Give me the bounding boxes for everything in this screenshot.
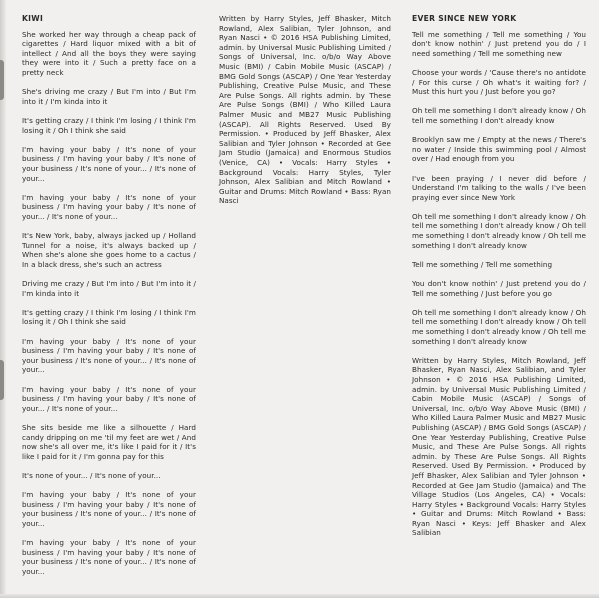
page-bottom-edge — [0, 594, 599, 598]
lyric-paragraph: I'm having your baby / It's none of your business / I'm having your baby / It's none of your business / It's none of your... / It's none of your... — [22, 490, 196, 528]
page-edge-notch — [0, 360, 4, 400]
ever-since-new-york-verses — [412, 30, 586, 538]
song-credits-kiwi: Written by Harry Styles, Jeff Bhasker, Mitch Rowland, Alex Salibian, Tyler Johnson, and Ryan Nasci • © 2016 HSA Publishing Limited, admin. by Universal Music Publishing Limited / Songs of Universal, Inc. o/b/o Way Above Music (BMI) / Cabin Mobile Music (ASCAP) / BMG Gold Songs (ASCAP) / One Year Yesterday Publishing, Creative Pulse Music, and These Are Pulse Songs. All rights admin. by These Are Pulse Songs (BMI) / Who Killed Laura Palmer Music and MB27 Music Publishing (ASCAP). All Rights Reserved. Used By Permission. • Produced by Jeff Bhasker, Alex Salibian and Tyler Johnson • Recorded at Gee Jam Studio (Jamaica) and Enormous Studios (Venice, CA) • Vocals: Harry Styles • Background Vocals: Harry Styles, Tyler Johnson, Alex Salibian and Mitch Rowland • Guitar and Drums: Mitch Rowland • Bass: Ryan Nasci — [219, 14, 391, 206]
lyric-paragraph: I'm having your baby / It's none of your business / I'm having your baby / It's none of your... / It's none of your... — [22, 192, 196, 221]
lyric-paragraph: Tell me something / Tell me something / You don't know nothin' / Just pretend you do / I need something / Tell me something new — [412, 29, 586, 58]
lyric-paragraph: Choose your words / 'Cause there's no antidote / For this curse / Oh what's it waiting for? / Must this hurt you / Just before you go? — [412, 67, 586, 97]
lyric-paragraph: It's none of your... / It's none of your... — [22, 470, 161, 480]
lyric-paragraph: It's New York, baby, always jacked up / Holland Tunnel for a noise, it's always backed up / When she's alone she goes home to a cactus / In a black dress, she's such an actress — [22, 231, 196, 269]
lyrics-column-ever-since-new-york — [412, 14, 586, 548]
song-title-kiwi: KIWI — [22, 14, 44, 23]
lyric-paragraph: She worked her way through a cheap pack of cigarettes / Hard liquor mixed with a bit of intellect / And all the boys they were saying they were into it / Such a pretty face on a pretty neck — [22, 29, 196, 77]
lyric-paragraph: It's getting crazy / I think I'm losing / I think I'm losing it / Oh I think she said — [22, 307, 196, 327]
kiwi-verses — [22, 30, 196, 577]
lyric-paragraph: Oh tell me something I don't already know / Oh tell me something I don't already know / Oh tell me something I don't already know / Oh tell me something I don't already know — [412, 307, 586, 346]
lyric-paragraph: Brooklyn saw me / Empty at the news / There's no water / Inside this swimming pool / Almost over / Had enough from you — [412, 135, 586, 164]
song-credits-ever-since-new-york: Written by Harry Styles, Mitch Rowland, Jeff Bhasker, Ryan Nasci, Alex Salibian, and Tyler Johnson • © 2016 HSA Publishing Limited, admin. by Universal Music Publishing Limited / Cabin Mobile Music (ASCAP) / Songs of Universal, Inc. o/b/o Way Above Music (BMI) / Who Killed Laura Palmer Music and MB27 Music Publishing (ASCAP) / BMG Gold Songs (ASCAP) / One Year Yesterday Publishing, Creative Pulse Music, and These Are Pulse Songs. All rights admin. by These Are Pulse Songs. All Rights Reserved. Used By Permission. • Produced by Jeff Bhasker, Alex Salibian and Tyler Johnson • Recorded at Gee Jam Studio (Jamaica) and The Village Studios (Los Angeles, CA) • Vocals: Harry Styles • Background Vocals: Harry Styles • Guitar and Drums: Mitch Rowland • Bass: Ryan Nasci • Keys: Jeff Bhasker and Alex Salibian — [412, 355, 586, 538]
lyric-paragraph: Oh tell me something I don't already know / Oh tell me something I don't already know / Oh tell me something I don't already know / Oh tell me something I don't already know — [412, 211, 586, 250]
lyric-paragraph: You don't know nothin' / Just pretend you do / Tell me something / Just before you go — [412, 279, 586, 298]
lyrics-column-kiwi — [22, 14, 196, 586]
lyric-paragraph: I'm having your baby / It's none of your business / I'm having your baby / It's none of your business / It's none of your... / It's none of your... — [22, 336, 196, 375]
lyric-paragraph: I'm having your baby / It's none of your business / I'm having your baby / It's none of your... / It's none of your... — [22, 384, 196, 413]
lyric-paragraph: I'm having your baby / It's none of your business / I'm having your baby / It's none of your business / It's none of your... / It's none of your... — [22, 538, 196, 576]
lyric-paragraph: Driving me crazy / But I'm into / But I'm into it / I'm kinda into it — [22, 279, 196, 298]
lyric-paragraph: I'm having your baby / It's none of your business / I'm having your baby / It's none of your business / It's none of your... / It's none of your... — [22, 144, 196, 183]
lyric-paragraph: I've been praying / I never did before / Understand I'm talking to the walls / I've been praying ever since New York — [412, 173, 586, 202]
lyric-paragraph: It's getting crazy / I think I'm losing / I think I'm losing it / Oh I think she said — [22, 115, 196, 135]
lyric-paragraph: Tell me something / Tell me something — [412, 259, 553, 269]
song-title-ever-since-new-york: EVER SINCE NEW YORK — [412, 14, 517, 23]
lyric-paragraph: She sits beside me like a silhouette / Hard candy dripping on me 'til my feet are wet / And now she's all over me, it's like I paid for it / It's like I paid for it / I'm gonna pay for this — [22, 422, 196, 461]
credits-column-kiwi — [219, 14, 391, 215]
lyric-paragraph: Oh tell me something I don't already know / Oh tell me something I don't already know — [412, 106, 586, 125]
lyric-paragraph: She's driving me crazy / But I'm into / But I'm into it / I'm kinda into it — [22, 87, 196, 106]
page-left-edge — [0, 0, 6, 598]
page-edge-notch — [0, 60, 4, 100]
